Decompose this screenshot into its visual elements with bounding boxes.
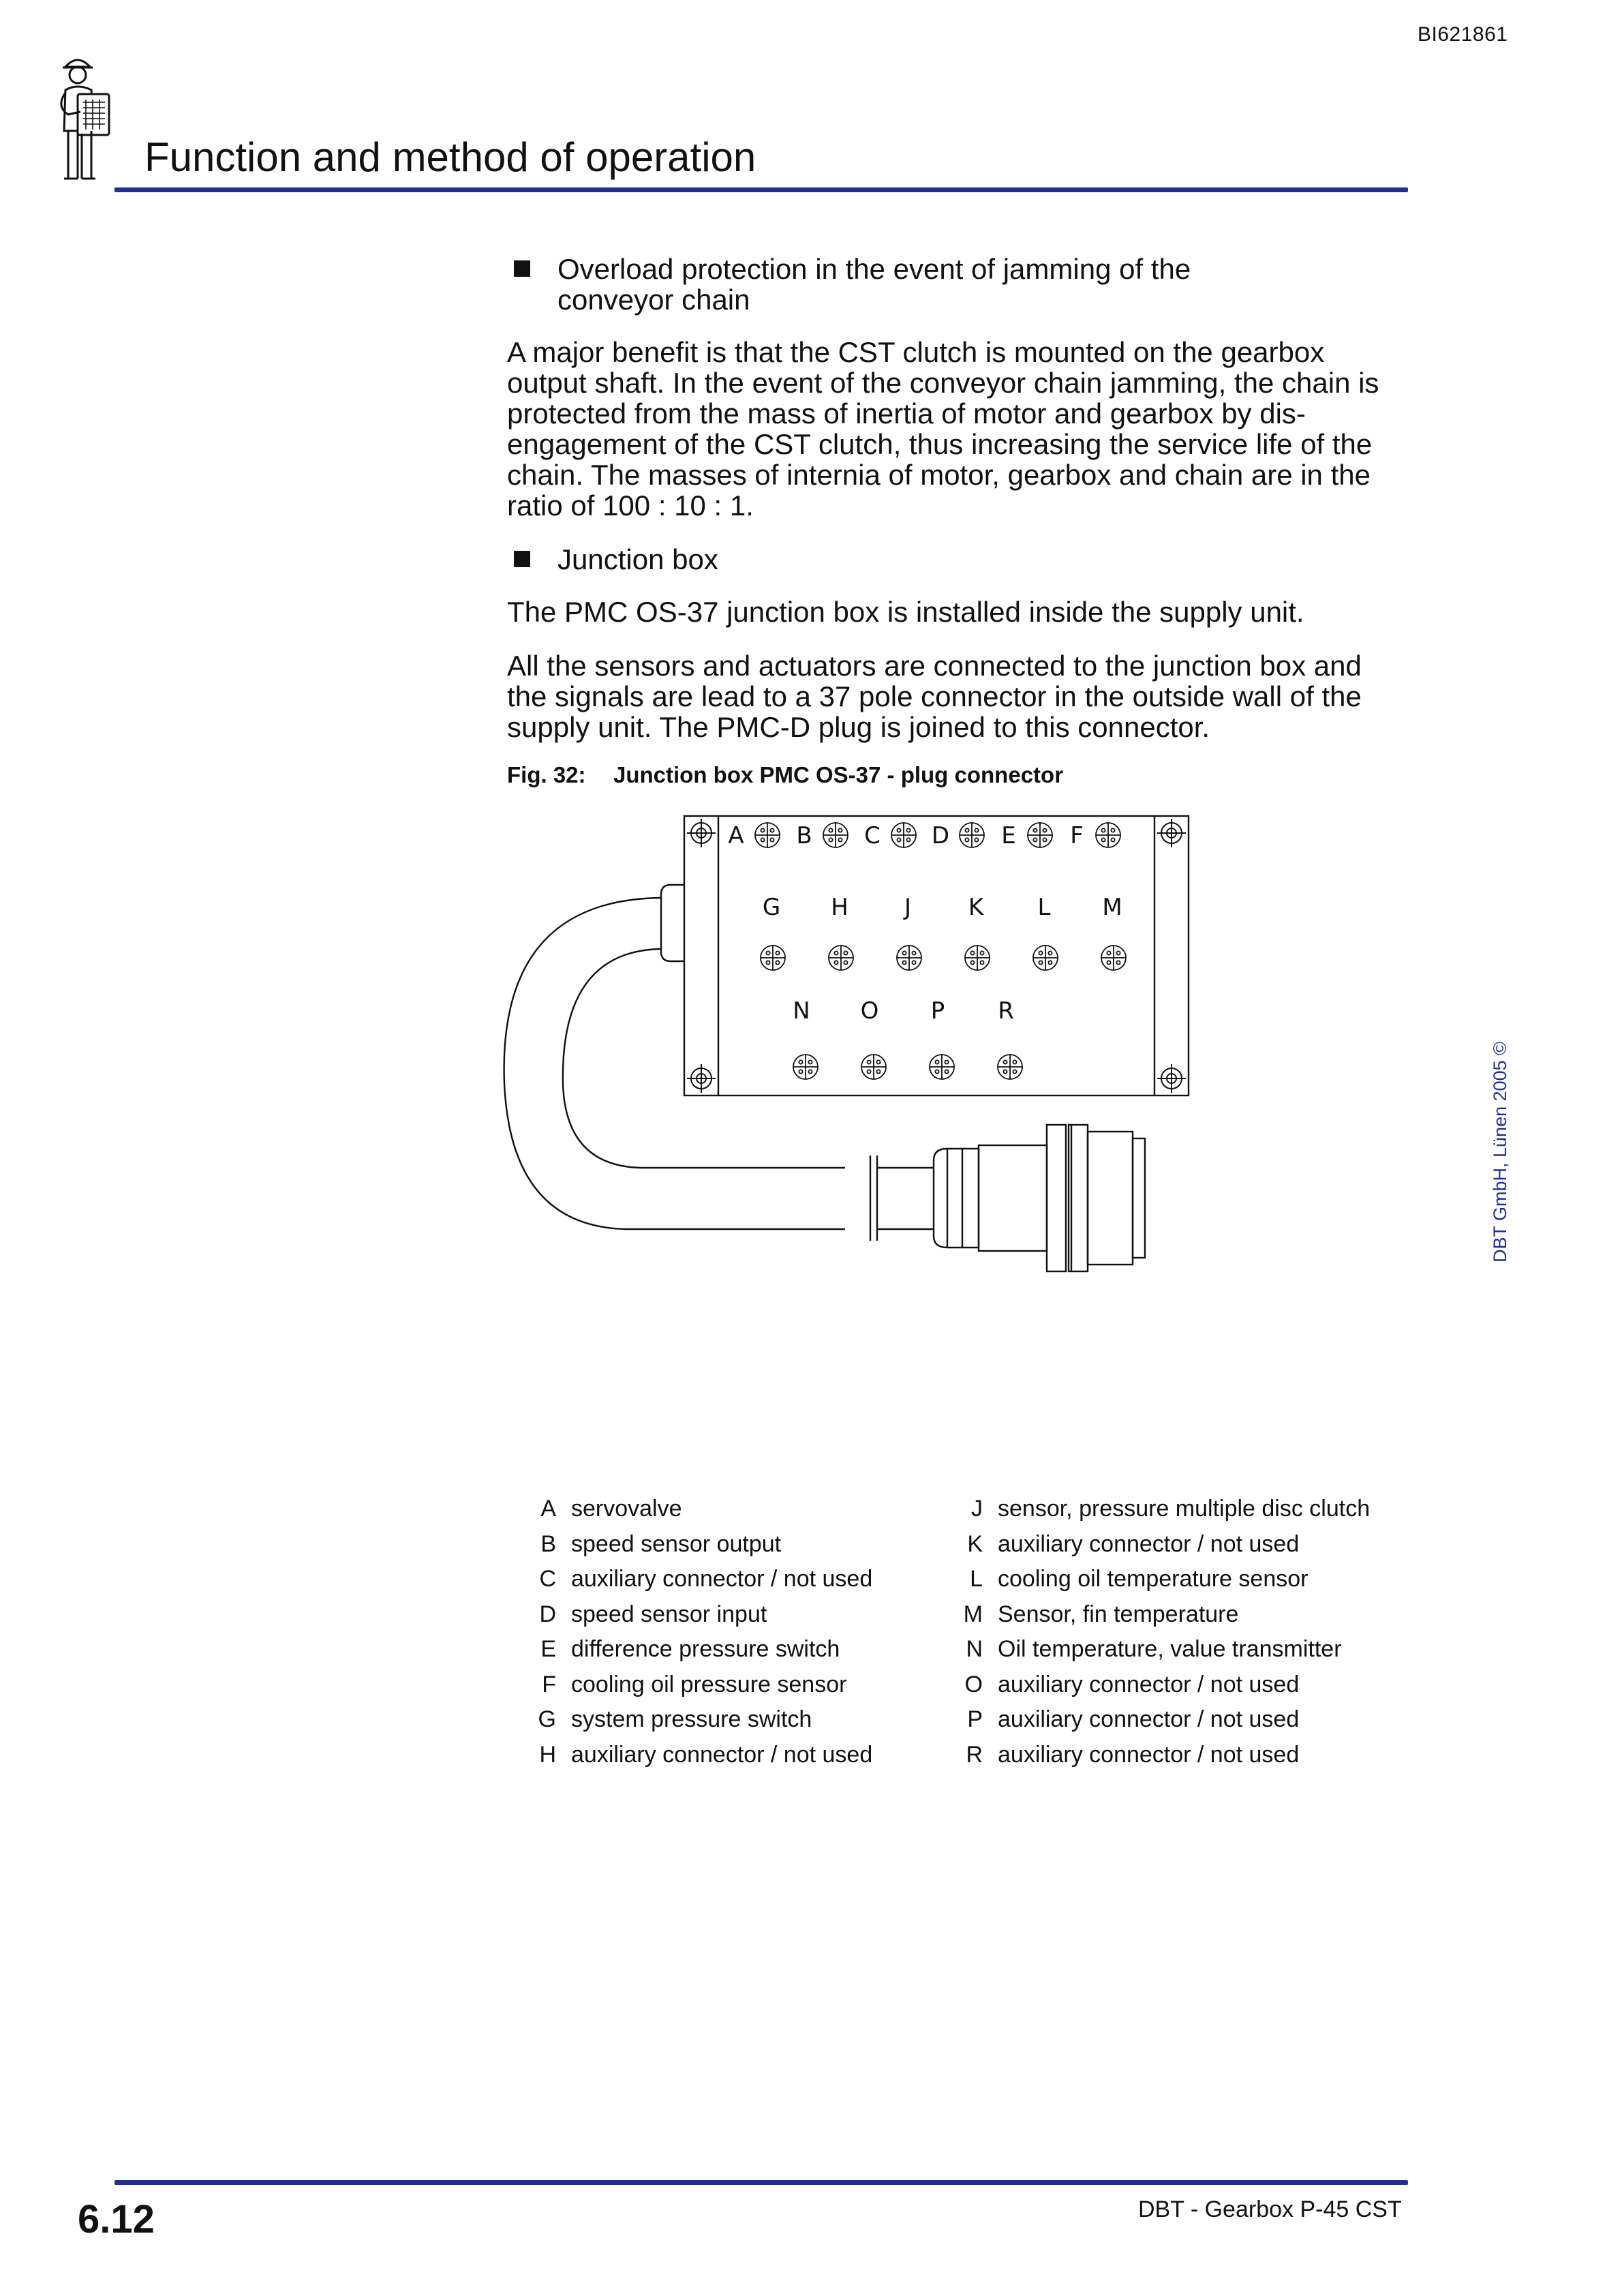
legend-item bbox=[951, 1738, 1370, 1773]
socket-label: K bbox=[968, 894, 984, 921]
socket-label: C bbox=[864, 822, 881, 849]
legend-item bbox=[951, 1527, 1370, 1562]
cable-inner bbox=[563, 949, 845, 1168]
legend-text: Sensor, fin temperature bbox=[998, 1601, 1239, 1627]
socket-icon bbox=[823, 823, 848, 847]
socket-icon bbox=[861, 1055, 886, 1079]
legend-item bbox=[951, 1667, 1370, 1703]
legend-letter: J bbox=[971, 1496, 983, 1522]
socket-icon bbox=[891, 823, 916, 847]
legend-text: auxiliary connector / not used bbox=[998, 1671, 1300, 1697]
legend-text: system pressure switch bbox=[571, 1706, 812, 1732]
plug-connector bbox=[934, 1125, 1145, 1271]
socket-icon bbox=[755, 823, 780, 847]
copyright-note: DBT GmbH, Lünen 2005 © bbox=[1490, 1041, 1510, 1263]
legend-item bbox=[525, 1597, 872, 1633]
socket-label: O bbox=[860, 997, 879, 1025]
page-number: 6.12 bbox=[78, 2197, 155, 2241]
legend-letter: L bbox=[970, 1566, 983, 1592]
legend-letter: G bbox=[538, 1706, 556, 1732]
socket-label: N bbox=[793, 997, 810, 1025]
technician-with-clipboard-icon bbox=[50, 49, 139, 185]
figure-label: Fig. 32: bbox=[507, 762, 586, 787]
socket-array bbox=[728, 822, 1126, 1079]
footer-title: DBT - Gearbox P-45 CST bbox=[1138, 2196, 1402, 2222]
mounting-hole-icon bbox=[1157, 819, 1186, 847]
legend-text: speed sensor input bbox=[571, 1601, 767, 1627]
socket-icon bbox=[1028, 823, 1052, 847]
paragraph: The PMC OS-37 junction box is installed inside the supply unit. bbox=[507, 596, 1304, 628]
paragraph: A major benefit is that the CST clutch is mounted on the gearbox output shaft. In the event of the conveyor chain jamming, the chain is protected from the mass of inertia of motor and gearbox by dis-engagement of the CST clutch, thus increasing the service life of the chain. The masses of internia of motor, gearbox and chain are in the ratio of 100 : 10 : 1. bbox=[507, 336, 1379, 522]
legend-item bbox=[951, 1702, 1370, 1738]
socket-icon bbox=[761, 946, 785, 970]
socket-icon bbox=[793, 1055, 818, 1079]
legend-text: difference pressure switch bbox=[571, 1636, 840, 1662]
paragraph: All the sensors and actuators are connected to the junction box and the signals are lead to a 37 pole connector in the outside wall of the supply unit. The PMC-D plug is joined to this connector. bbox=[507, 650, 1362, 743]
cable-gland bbox=[661, 885, 684, 961]
legend-letter: B bbox=[540, 1530, 556, 1557]
socket-label: F bbox=[1070, 822, 1084, 849]
legend-right bbox=[951, 1492, 1370, 1772]
legend-text: cooling oil temperature sensor bbox=[998, 1566, 1309, 1592]
legend-item bbox=[525, 1738, 872, 1773]
mounting-hole-icon bbox=[1157, 1064, 1186, 1093]
socket-icon bbox=[960, 823, 984, 847]
legend-item bbox=[525, 1702, 872, 1738]
legend-text: auxiliary connector / not used bbox=[571, 1566, 873, 1592]
figure-caption bbox=[507, 762, 1063, 788]
socket-label: G bbox=[762, 894, 781, 921]
legend-item bbox=[951, 1597, 1370, 1633]
figure-caption-text: Junction box PMC OS-37 - plug connector bbox=[613, 762, 1064, 787]
socket-label: D bbox=[931, 822, 950, 849]
legend-text: cooling oil pressure sensor bbox=[571, 1671, 847, 1697]
legend-text: sensor, pressure multiple disc clutch bbox=[998, 1496, 1371, 1522]
junction-box-diagram bbox=[498, 804, 1199, 1323]
bullet-junction-box bbox=[507, 544, 1407, 575]
legend-text: auxiliary connector / not used bbox=[571, 1741, 873, 1768]
legend-letter: P bbox=[967, 1706, 983, 1732]
legend-item bbox=[525, 1667, 872, 1703]
legend-letter: N bbox=[966, 1636, 983, 1662]
mounting-holes bbox=[687, 819, 1186, 1093]
legend-letter: K bbox=[967, 1530, 983, 1557]
socket-label: A bbox=[728, 822, 744, 849]
legend-letter: A bbox=[540, 1496, 556, 1522]
footer-rule bbox=[114, 2180, 1408, 2185]
header-rule bbox=[114, 187, 1408, 192]
legend-letter: E bbox=[540, 1636, 556, 1662]
legend-letter: O bbox=[964, 1671, 983, 1697]
socket-label: L bbox=[1037, 894, 1051, 921]
socket-icon bbox=[1101, 946, 1126, 970]
legend-item bbox=[951, 1632, 1370, 1667]
legend-letter: C bbox=[539, 1566, 556, 1592]
socket-icon bbox=[998, 1055, 1022, 1079]
mounting-hole-icon bbox=[687, 819, 716, 847]
socket-icon bbox=[1096, 823, 1120, 847]
legend-letter: R bbox=[966, 1741, 983, 1768]
legend-item bbox=[525, 1632, 872, 1667]
bullet-square-icon bbox=[514, 551, 530, 567]
legend-item bbox=[525, 1527, 872, 1562]
socket-label: J bbox=[904, 894, 912, 921]
socket-icon bbox=[1033, 946, 1058, 970]
legend-text: auxiliary connector / not used bbox=[998, 1706, 1300, 1732]
socket-label: B bbox=[796, 822, 812, 849]
legend-item bbox=[951, 1562, 1370, 1597]
bullet-overload bbox=[507, 254, 1407, 315]
legend-text: auxiliary connector / not used bbox=[998, 1741, 1300, 1768]
legend-text: speed sensor output bbox=[571, 1530, 782, 1557]
legend-item bbox=[525, 1492, 872, 1527]
bullet-text: Overload protection in the event of jamming of the conveyor chain bbox=[557, 253, 1191, 316]
legend-letter: M bbox=[963, 1601, 983, 1627]
legend-letter: F bbox=[542, 1671, 556, 1697]
legend-item bbox=[525, 1562, 872, 1597]
bullet-text: Junction box bbox=[557, 543, 718, 575]
bullet-square-icon bbox=[514, 260, 530, 277]
socket-icon bbox=[897, 946, 921, 970]
mounting-plate bbox=[684, 816, 1189, 1096]
socket-label: M bbox=[1102, 894, 1122, 921]
socket-icon bbox=[930, 1055, 954, 1079]
socket-label: E bbox=[1001, 822, 1016, 849]
legend-text: auxiliary connector / not used bbox=[998, 1530, 1300, 1557]
socket-icon bbox=[965, 946, 990, 970]
socket-label: P bbox=[930, 997, 945, 1025]
socket-label: H bbox=[831, 894, 848, 921]
legend-letter: D bbox=[539, 1601, 556, 1627]
legend-letter: H bbox=[539, 1741, 556, 1768]
body-content bbox=[507, 254, 1407, 766]
legend-text: servovalve bbox=[571, 1496, 682, 1522]
socket-label: R bbox=[998, 997, 1014, 1025]
document-id: BI621861 bbox=[1418, 23, 1508, 46]
legend-left bbox=[525, 1492, 872, 1772]
mounting-hole-icon bbox=[687, 1064, 716, 1093]
section-title: Function and method of operation bbox=[144, 134, 756, 180]
legend-text: Oil temperature, value transmitter bbox=[998, 1636, 1342, 1662]
socket-icon bbox=[829, 946, 853, 970]
legend-item bbox=[951, 1492, 1370, 1527]
